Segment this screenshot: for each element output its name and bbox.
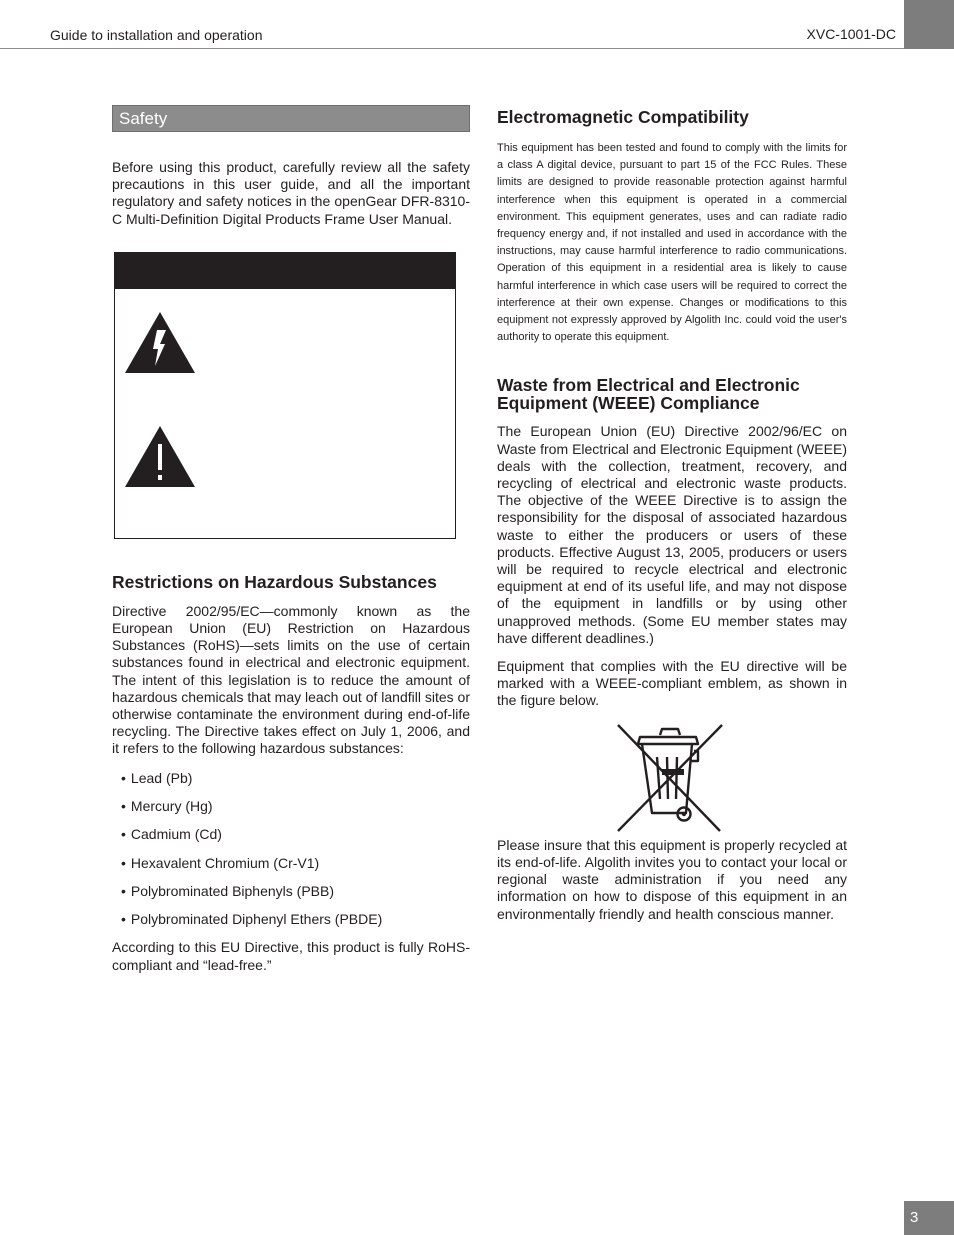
weee-paragraph-1: The European Union (EU) Directive 2002/96/EC on Waste from Electrical and Electronic Equipment (WEEE) deals with the collection, treatment, recovery, and recycling of electrical and electronic waste products. The objective of the WEEE Directive is to assign the responsibility for the disposal of associated hazardous waste to either the producers or users of these products. Effective August 13, 2005, producers or users will be required to recycle electrical and electronic equipment at end of its useful life, and may not dispose of the equipment in landfills or by using other unapproved methods. (Some EU member states may have different deadlines.) xyxy=(497,423,847,646)
rohs-heading: Restrictions on Hazardous Substances xyxy=(112,571,437,592)
rohs-outro: According to this EU Directive, this product is fully RoHS-compliant and “lead-free.” xyxy=(112,939,470,973)
emc-body: This equipment has been tested and found to comply with the limits for a class A digital device, pursuant to part 15 of the FCC Rules. These limits are designed to provide reasonable protection against harmful interference when this equipment is operated in a commercial environment. This equipment generates, uses and can radiate radio frequency energy and, if not installed and used in accordance with the instructions, may cause harmful interference to radio communications. Operation of this equipment in a residential area is likely to cause harmful interference in which case users will be required to correct the interference at their own expense. Changes or modifications to this equipment not expressly approved by Algolith Inc. could void the user's authority to operate this equipment. xyxy=(497,142,847,344)
header-corner-tab xyxy=(904,0,954,49)
electrical-shock-warning-icon xyxy=(124,310,196,379)
hazardous-substance-list xyxy=(112,770,470,928)
warning-box-header xyxy=(115,253,455,289)
left-column xyxy=(112,105,470,974)
right-column xyxy=(497,108,847,923)
list-item: • Polybrominated Biphenyls (PBB) xyxy=(112,883,470,900)
rohs-intro: Directive 2002/95/EC—commonly known as the European Union (EU) Restriction on Hazardous Substances (RoHS)—sets limits on the use of certain substances found in electrical and electronic equipment. The intent of this legislation is to reduce the amount of hazardous chemicals that may leach out of landfill sites or otherwise contaminate the environment during end-of-life recycling. The Directive takes effect on July 1, 2006, and it refers to the following hazardous substances: xyxy=(112,602,470,757)
header-model-number: XVC-1001-DC xyxy=(806,26,896,42)
list-item: • Polybrominated Diphenyl Ethers (PBDE) xyxy=(112,911,470,928)
weee-emblem xyxy=(497,723,847,835)
header-guide-title: Guide to installation and operation xyxy=(50,27,263,43)
weee-heading-line1: Waste from Electrical and Electronic xyxy=(497,375,800,396)
weee-paragraph-2: Equipment that complies with the EU directive will be marked with a WEEE-compliant emblem, as shown in the figure below. xyxy=(497,658,847,709)
safety-section-title: Safety xyxy=(112,105,470,132)
weee-paragraph-3: Please insure that this equipment is properly recycled at its end-of-life. Algolith invites you to contact your local or regional waste administration if you need any information on how to dispose of this equipment in an environmentally friendly and health conscious manner. xyxy=(497,836,847,922)
weee-heading-line2: Equipment (WEEE) Compliance xyxy=(497,392,760,413)
exclamation-warning-icon xyxy=(124,424,196,493)
safety-intro: Before using this product, carefully review all the safety precautions in this user guide, and all the important regulatory and safety notices in the openGear DFR-8310-C Multi-Definition Digital Products Frame User Manual. xyxy=(112,159,470,227)
page-number: 3 xyxy=(904,1201,954,1235)
crossed-out-wheelie-bin-icon xyxy=(614,820,726,837)
list-item: • Mercury (Hg) xyxy=(112,798,470,815)
list-item: • Hexavalent Chromium (Cr-V1) xyxy=(112,855,470,872)
header-rule xyxy=(0,48,904,49)
emc-heading: Electromagnetic Compatibility xyxy=(497,107,749,127)
list-item: • Lead (Pb) xyxy=(112,770,470,787)
weee-heading xyxy=(497,377,847,412)
warning-box xyxy=(114,252,456,539)
list-item: • Cadmium (Cd) xyxy=(112,826,470,843)
